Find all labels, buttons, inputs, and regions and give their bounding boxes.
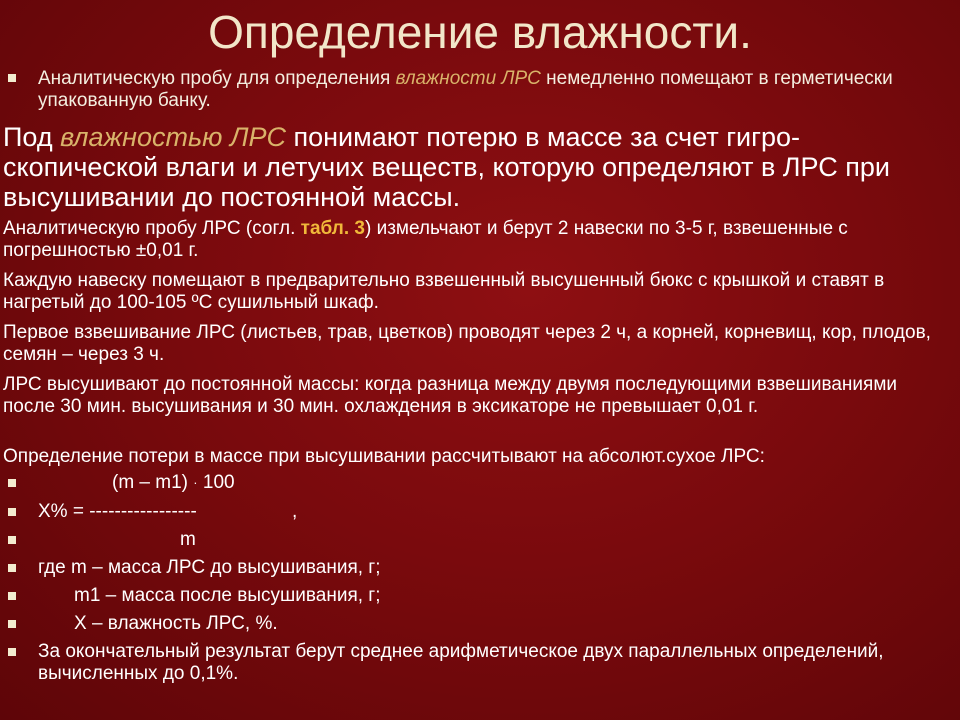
intro-text-pre: Аналитическую пробу для определения — [38, 68, 396, 89]
bullet-icon — [8, 536, 16, 544]
bullet-icon — [8, 479, 16, 487]
definition-text — [3, 122, 953, 212]
bullet-icon — [8, 564, 16, 572]
conclusion-text: За окончательный результат берут среднее арифметическое двух параллельных определений, вычисленных до 0,1%. — [38, 641, 884, 684]
paragraph-sample-post: ) измельчают и берут 2 навески по 3-5 г, взвешенные с погрешностью ±0,01 г. — [3, 218, 848, 261]
intro-text — [38, 68, 943, 112]
legend-m: где m – масса ЛРС до высушивания, г; — [38, 557, 381, 578]
bullet-icon — [8, 648, 16, 656]
paragraph-calculation: Определение потери в массе при высушивании рассчитывают на абсолют.сухое ЛРС: — [3, 446, 765, 467]
bullet-icon — [8, 508, 16, 516]
table-reference: табл. 3 — [300, 218, 365, 239]
legend-x-row — [0, 613, 960, 637]
slide-title: Определение влажности. — [208, 6, 752, 58]
bullet-icon — [8, 74, 16, 82]
formula-numerator-row — [0, 472, 960, 496]
intro-highlight: влажности ЛРС — [395, 68, 541, 89]
definition-post: понимают потерю в массе за счет гигро-скопической влаги и летучих веществ, которую определяют в ЛРС при высушивании до постоянной массы. — [3, 122, 890, 212]
formula-lhs: X% = ----------------- — [38, 501, 197, 522]
formula-comma: , — [292, 501, 298, 522]
formula-denominator: m — [180, 529, 196, 550]
definition-highlight: влажностью ЛРС — [60, 122, 286, 152]
formula-denominator-row — [0, 529, 960, 553]
paragraph-sample — [3, 218, 948, 262]
bullet-icon — [8, 620, 16, 628]
intro-text-post: немедленно помещают в герметически упакованную банку. — [38, 68, 893, 111]
paragraph-weighing-bottle: Каждую навеску помещают в предварительно взвешенный высушенный бюкс с крышкой и ставят в нагретый до 100-105 ºС сушильный шкаф. — [3, 270, 885, 313]
formula-line-row — [0, 501, 960, 525]
legend-m-row — [0, 557, 960, 581]
paragraph-sample-pre: Аналитическую пробу ЛРС (согл. — [3, 218, 301, 239]
definition-pre: Под — [3, 122, 61, 152]
legend-x: X – влажность ЛРС, %. — [74, 613, 278, 634]
formula-numerator-difference: (m – m1) — [112, 472, 188, 494]
formula-numerator — [112, 472, 235, 494]
legend-m1: m1 – масса после высушивания, г; — [74, 585, 381, 606]
bullet-icon — [8, 592, 16, 600]
legend-m1-row — [0, 585, 960, 609]
formula-numerator-factor: 100 — [202, 472, 235, 494]
paragraph-first-weighing: Первое взвешивание ЛРС (листьев, трав, цветков) проводят через 2 ч, а корней, корневищ, кор, плодов, семян – через 3 ч. — [3, 322, 931, 365]
formula-multiply-dot: · — [193, 475, 198, 490]
paragraph-constant-mass: ЛРС высушивают до постоянной массы: когда разница между двумя последующими взвешиваниями после 30 мин. высушивания и 30 мин. охлаждения в эксикаторе не превышает 0,01 г. — [3, 374, 897, 417]
